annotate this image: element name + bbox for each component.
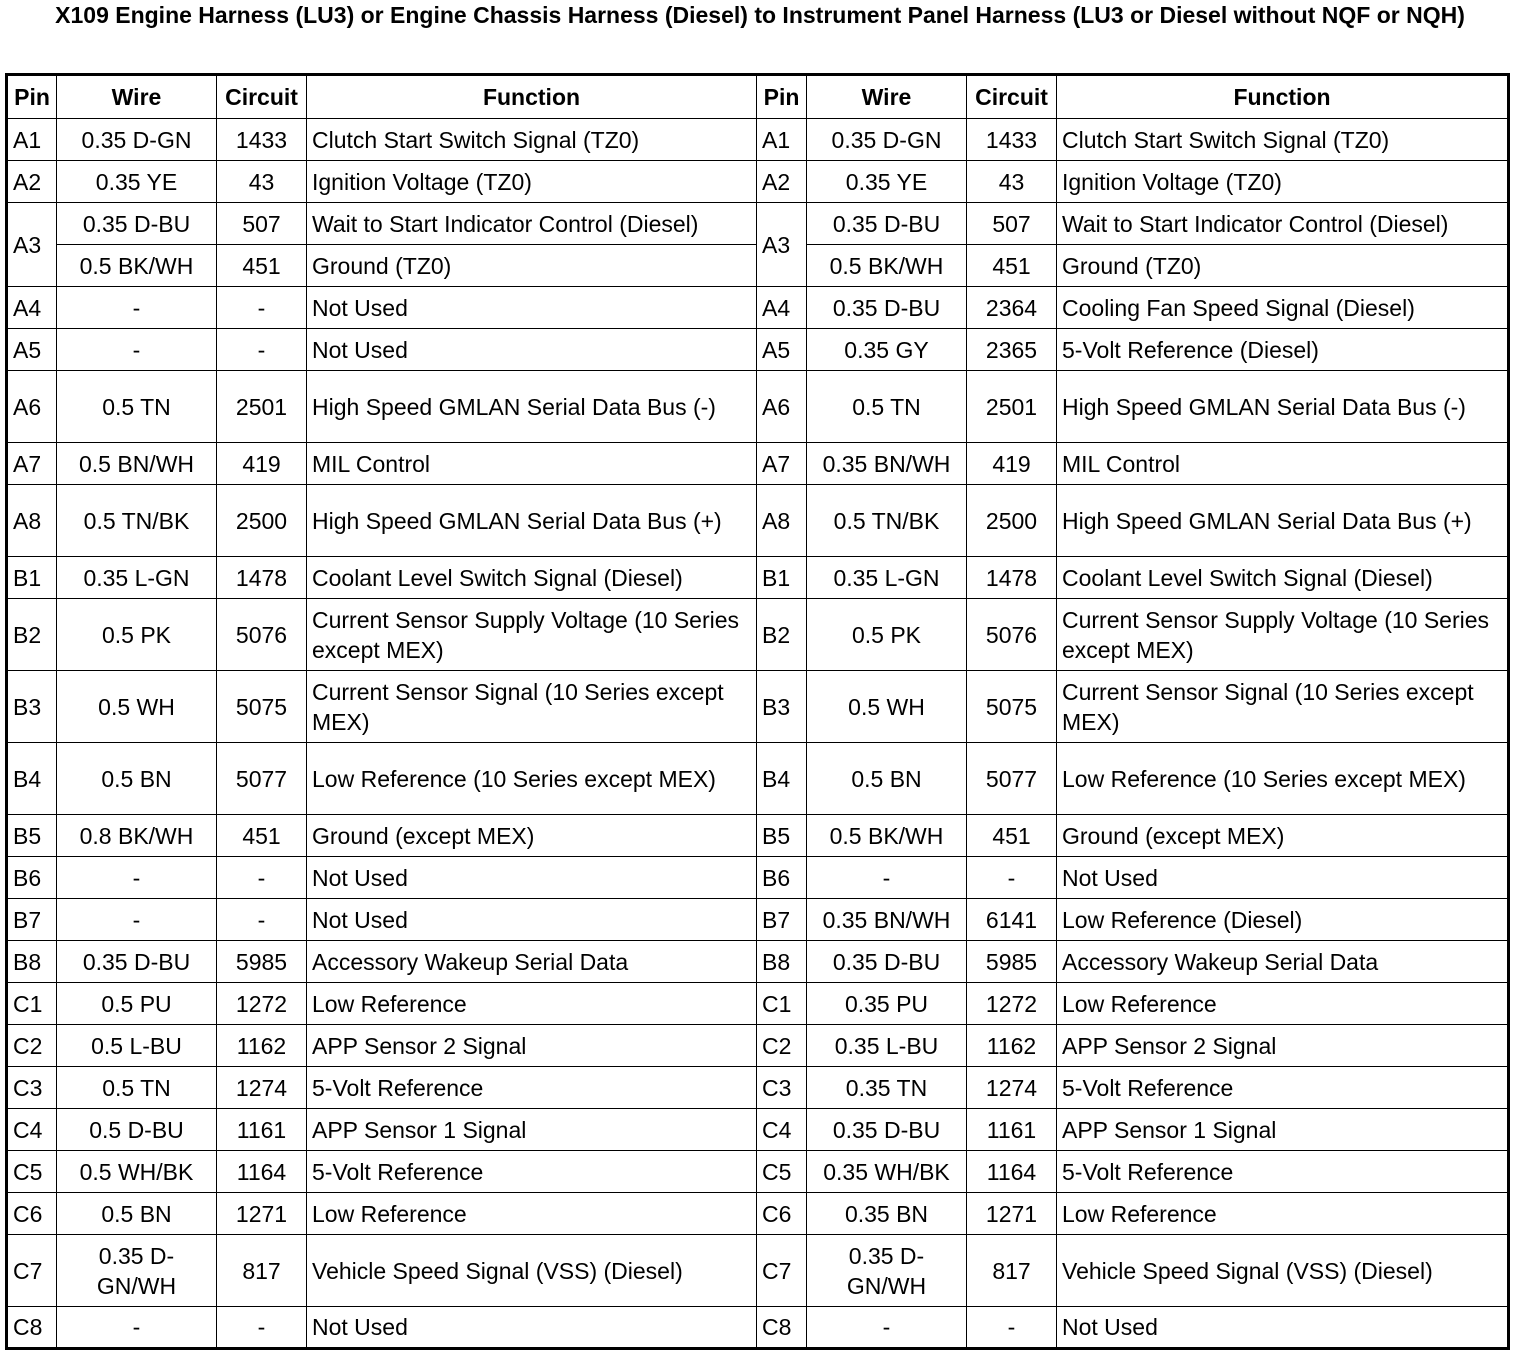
circuit-cell: 5077 [967,743,1057,815]
pin-cell: C1 [7,983,57,1025]
circuit-cell: 1161 [967,1109,1057,1151]
pin-cell: C8 [757,1307,807,1349]
circuit-cell: 1274 [217,1067,307,1109]
wire-cell: 0.5 BK/WH [807,815,967,857]
wire-cell: - [57,287,217,329]
table-row [7,371,1509,443]
function-cell: Ignition Voltage (TZ0) [307,161,757,203]
wire-cell: 0.35 D-GN [57,119,217,161]
pin-cell: C4 [7,1109,57,1151]
function-cell: APP Sensor 1 Signal [1057,1109,1509,1151]
header-row [7,75,1509,119]
pin-cell: A4 [7,287,57,329]
wire-cell: 0.5 WH/BK [57,1151,217,1193]
function-cell: Not Used [1057,1307,1509,1349]
function-cell: Clutch Start Switch Signal (TZ0) [307,119,757,161]
wire-cell: 0.35 D-BU [807,203,967,245]
circuit-cell: 451 [217,245,307,287]
wire-cell: 0.5 TN/BK [57,485,217,557]
circuit-cell: - [217,329,307,371]
wire-cell: 0.35 WH/BK [807,1151,967,1193]
circuit-cell: 6141 [967,899,1057,941]
function-cell: 5-Volt Reference [1057,1067,1509,1109]
table-row [7,1109,1509,1151]
function-cell: Coolant Level Switch Signal (Diesel) [1057,557,1509,599]
pin-cell: B5 [757,815,807,857]
wire-cell: 0.5 TN [57,1067,217,1109]
function-cell: Low Reference (10 Series except MEX) [307,743,757,815]
wire-cell: 0.5 TN [807,371,967,443]
wire-cell: 0.5 TN [57,371,217,443]
wire-cell: - [57,329,217,371]
circuit-cell: 419 [967,443,1057,485]
wire-cell: 0.5 WH [807,671,967,743]
function-cell: Not Used [1057,857,1509,899]
wire-cell: - [57,1307,217,1349]
wire-cell: 0.5 BN [807,743,967,815]
header-circuit: Circuit [967,75,1057,119]
pin-cell: A1 [757,119,807,161]
pin-cell: C3 [7,1067,57,1109]
circuit-cell: 1274 [967,1067,1057,1109]
pin-cell: A2 [757,161,807,203]
pin-cell: A7 [7,443,57,485]
table-row [7,287,1509,329]
function-cell: Ground (except MEX) [307,815,757,857]
function-cell: APP Sensor 2 Signal [307,1025,757,1067]
circuit-cell: - [217,1307,307,1349]
table-row [7,743,1509,815]
circuit-cell: 5077 [217,743,307,815]
wire-cell: 0.5 BN [57,743,217,815]
circuit-cell: 5985 [967,941,1057,983]
circuit-cell: 2500 [217,485,307,557]
pin-cell: C6 [7,1193,57,1235]
circuit-cell: 1433 [967,119,1057,161]
circuit-cell: 5985 [217,941,307,983]
circuit-cell: 5076 [967,599,1057,671]
circuit-cell: 507 [217,203,307,245]
pin-cell: B8 [757,941,807,983]
circuit-cell: - [217,899,307,941]
pin-cell: C7 [757,1235,807,1307]
pin-cell: C4 [757,1109,807,1151]
pin-cell: B4 [757,743,807,815]
circuit-cell: 419 [217,443,307,485]
wire-cell: - [807,1307,967,1349]
wire-cell: 0.8 BK/WH [57,815,217,857]
circuit-cell: - [217,857,307,899]
function-cell: Clutch Start Switch Signal (TZ0) [1057,119,1509,161]
pin-cell: B3 [7,671,57,743]
pin-cell: A7 [757,443,807,485]
wire-cell: - [57,857,217,899]
wire-cell: 0.35 L-BU [807,1025,967,1067]
circuit-cell: 817 [217,1235,307,1307]
pin-cell: C2 [757,1025,807,1067]
function-cell: 5-Volt Reference (Diesel) [1057,329,1509,371]
pin-cell: C6 [757,1193,807,1235]
circuit-cell: 1433 [217,119,307,161]
circuit-cell: 5075 [967,671,1057,743]
table-row [7,1235,1509,1307]
wire-cell: 0.5 TN/BK [807,485,967,557]
wire-cell: 0.35 BN/WH [807,443,967,485]
pin-cell: C5 [757,1151,807,1193]
circuit-cell: - [217,287,307,329]
pin-cell: B7 [757,899,807,941]
table-row [7,203,1509,245]
function-cell: Vehicle Speed Signal (VSS) (Diesel) [307,1235,757,1307]
pin-cell: B1 [7,557,57,599]
pin-cell: A3 [7,203,57,287]
wire-cell: 0.35 D-GN/WH [57,1235,217,1307]
function-cell: Current Sensor Signal (10 Series except MEX) [307,671,757,743]
pin-cell: B5 [7,815,57,857]
function-cell: Not Used [307,287,757,329]
header-wire: Wire [57,75,217,119]
table-row [7,815,1509,857]
circuit-cell: 451 [967,815,1057,857]
wire-cell: 0.35 BN [807,1193,967,1235]
function-cell: APP Sensor 2 Signal [1057,1025,1509,1067]
function-cell: 5-Volt Reference [1057,1151,1509,1193]
table-row [7,557,1509,599]
table-row [7,671,1509,743]
circuit-cell: 1272 [217,983,307,1025]
circuit-cell: 2364 [967,287,1057,329]
function-cell: Wait to Start Indicator Control (Diesel) [1057,203,1509,245]
table-row [7,857,1509,899]
circuit-cell: 2365 [967,329,1057,371]
wire-cell: 0.35 D-BU [57,203,217,245]
table-row [7,1151,1509,1193]
function-cell: Low Reference [307,1193,757,1235]
function-cell: Low Reference (10 Series except MEX) [1057,743,1509,815]
wire-cell: 0.35 D-BU [807,1109,967,1151]
wire-cell: 0.5 BN [57,1193,217,1235]
wire-cell: 0.35 D-BU [807,941,967,983]
circuit-cell: 2501 [967,371,1057,443]
function-cell: Not Used [307,329,757,371]
circuit-cell: 451 [217,815,307,857]
circuit-cell: - [967,1307,1057,1349]
pin-cell: B2 [757,599,807,671]
connector-pinout-table [5,73,1510,1350]
header-circuit: Circuit [217,75,307,119]
pin-cell: B3 [757,671,807,743]
function-cell: APP Sensor 1 Signal [307,1109,757,1151]
wire-cell: 0.35 PU [807,983,967,1025]
table-row [7,599,1509,671]
table-row [7,443,1509,485]
function-cell: Low Reference [1057,983,1509,1025]
wire-cell: 0.5 WH [57,671,217,743]
wire-cell: 0.35 TN [807,1067,967,1109]
circuit-cell: 1164 [217,1151,307,1193]
function-cell: Vehicle Speed Signal (VSS) (Diesel) [1057,1235,1509,1307]
circuit-cell: 43 [217,161,307,203]
pin-cell: C5 [7,1151,57,1193]
header-wire: Wire [807,75,967,119]
pin-cell: C3 [757,1067,807,1109]
function-cell: Accessory Wakeup Serial Data [1057,941,1509,983]
wire-cell: 0.35 D-BU [807,287,967,329]
function-cell: MIL Control [1057,443,1509,485]
function-cell: Ignition Voltage (TZ0) [1057,161,1509,203]
pin-cell: C2 [7,1025,57,1067]
circuit-cell: 1272 [967,983,1057,1025]
pin-cell: A5 [757,329,807,371]
wire-cell: 0.35 D-GN [807,119,967,161]
wire-cell: 0.5 PK [807,599,967,671]
pin-cell: A3 [757,203,807,287]
circuit-cell: 451 [967,245,1057,287]
table-row [7,485,1509,557]
pin-cell: B6 [757,857,807,899]
wire-cell: - [807,857,967,899]
table-row [7,1067,1509,1109]
circuit-cell: 1161 [217,1109,307,1151]
wire-cell: 0.35 YE [807,161,967,203]
function-cell: Cooling Fan Speed Signal (Diesel) [1057,287,1509,329]
wire-cell: 0.35 L-GN [57,557,217,599]
pin-cell: B1 [757,557,807,599]
pin-cell: B7 [7,899,57,941]
pin-cell: B8 [7,941,57,983]
function-cell: 5-Volt Reference [307,1067,757,1109]
wire-cell: 0.5 BK/WH [807,245,967,287]
circuit-cell: 5075 [217,671,307,743]
function-cell: MIL Control [307,443,757,485]
wire-cell: 0.5 BN/WH [57,443,217,485]
wire-cell: 0.5 BK/WH [57,245,217,287]
wire-cell: 0.35 YE [57,161,217,203]
header-function: Function [1057,75,1509,119]
function-cell: Current Sensor Supply Voltage (10 Series except MEX) [307,599,757,671]
function-cell: Low Reference [307,983,757,1025]
circuit-cell: 1478 [967,557,1057,599]
header-function: Function [307,75,757,119]
circuit-cell: 1271 [967,1193,1057,1235]
circuit-cell: 5076 [217,599,307,671]
table-row [7,941,1509,983]
function-cell: Current Sensor Signal (10 Series except MEX) [1057,671,1509,743]
circuit-cell: 2500 [967,485,1057,557]
table-row [7,983,1509,1025]
wire-cell: 0.5 L-BU [57,1025,217,1067]
circuit-cell: 1478 [217,557,307,599]
wire-cell: 0.35 D-GN/WH [807,1235,967,1307]
function-cell: High Speed GMLAN Serial Data Bus (+) [307,485,757,557]
function-cell: Accessory Wakeup Serial Data [307,941,757,983]
circuit-cell: 817 [967,1235,1057,1307]
function-cell: Not Used [307,857,757,899]
wire-cell: 0.5 D-BU [57,1109,217,1151]
function-cell: High Speed GMLAN Serial Data Bus (-) [307,371,757,443]
function-cell: 5-Volt Reference [307,1151,757,1193]
wire-cell: - [57,899,217,941]
pin-cell: A5 [7,329,57,371]
table-row [7,1025,1509,1067]
function-cell: Not Used [307,899,757,941]
function-cell: Low Reference (Diesel) [1057,899,1509,941]
table-row [7,119,1509,161]
wire-cell: 0.5 PK [57,599,217,671]
function-cell: Coolant Level Switch Signal (Diesel) [307,557,757,599]
circuit-cell: 43 [967,161,1057,203]
pin-cell: B2 [7,599,57,671]
function-cell: Ground (TZ0) [1057,245,1509,287]
pin-cell: C7 [7,1235,57,1307]
table-row [7,329,1509,371]
circuit-cell: 1164 [967,1151,1057,1193]
circuit-cell: 1271 [217,1193,307,1235]
function-cell: Ground (except MEX) [1057,815,1509,857]
function-cell: Low Reference [1057,1193,1509,1235]
pin-cell: A6 [7,371,57,443]
circuit-cell: - [967,857,1057,899]
pin-cell: A2 [7,161,57,203]
pin-cell: C1 [757,983,807,1025]
wire-cell: 0.35 D-BU [57,941,217,983]
circuit-cell: 1162 [217,1025,307,1067]
function-cell: High Speed GMLAN Serial Data Bus (+) [1057,485,1509,557]
pin-cell: A6 [757,371,807,443]
function-cell: Ground (TZ0) [307,245,757,287]
page-title: X109 Engine Harness (LU3) or Engine Chassis Harness (Diesel) to Instrument Panel Harness (LU3 or Diesel without NQF or NQH) [55,2,1465,28]
table-row [7,161,1509,203]
wire-cell: 0.35 BN/WH [807,899,967,941]
circuit-cell: 507 [967,203,1057,245]
pin-cell: A8 [757,485,807,557]
circuit-cell: 1162 [967,1025,1057,1067]
wire-cell: 0.35 GY [807,329,967,371]
table-row [7,899,1509,941]
header-pin: Pin [757,75,807,119]
function-cell: High Speed GMLAN Serial Data Bus (-) [1057,371,1509,443]
pin-cell: A8 [7,485,57,557]
circuit-cell: 2501 [217,371,307,443]
pin-cell: A4 [757,287,807,329]
pin-cell: A1 [7,119,57,161]
header-pin: Pin [7,75,57,119]
wire-cell: 0.35 L-GN [807,557,967,599]
function-cell: Not Used [307,1307,757,1349]
pin-cell: B6 [7,857,57,899]
function-cell: Wait to Start Indicator Control (Diesel) [307,203,757,245]
table-row [7,1307,1509,1349]
function-cell: Current Sensor Supply Voltage (10 Series except MEX) [1057,599,1509,671]
wire-cell: 0.5 PU [57,983,217,1025]
table-row [7,1193,1509,1235]
pin-cell: C8 [7,1307,57,1349]
pin-cell: B4 [7,743,57,815]
